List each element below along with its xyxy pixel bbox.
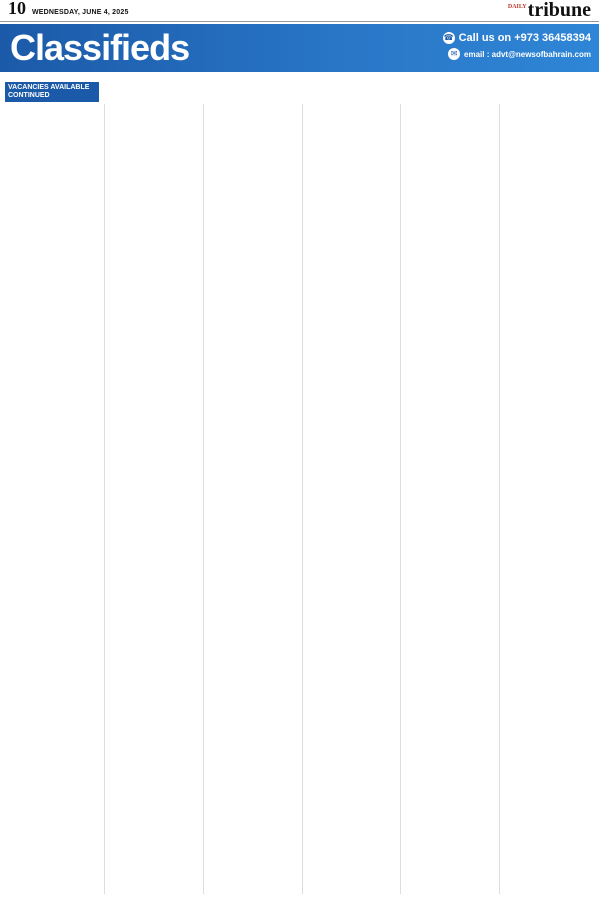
banner-title: Classifieds	[10, 27, 190, 68]
email-row	[401, 48, 591, 60]
column-2	[104, 104, 199, 894]
masthead	[0, 0, 599, 22]
column-6	[499, 104, 594, 894]
classifieds-columns	[5, 104, 594, 894]
newspaper-logo	[508, 1, 591, 19]
issue-date: WEDNESDAY, JUNE 4, 2025	[32, 9, 129, 16]
mail-icon: ✉	[448, 48, 460, 60]
page-number: 10	[8, 0, 26, 18]
logo-tribune-text: tribune	[527, 0, 591, 21]
section-header: VACANCIES AVAILABLE CONTINUED	[5, 82, 99, 102]
column-3	[203, 104, 298, 894]
email-text: email : advt@newsofbahrain.com	[464, 49, 591, 59]
phone-row	[401, 32, 591, 44]
phone-icon: ☎	[443, 33, 454, 42]
column-4	[302, 104, 397, 894]
logo-daily-text: DAILY	[507, 4, 527, 10]
column-5	[400, 104, 495, 894]
column-1	[5, 104, 100, 894]
classifieds-banner	[0, 24, 599, 72]
phone-text: Call us on +973 36458394	[458, 32, 591, 44]
banner-contact	[401, 32, 591, 60]
